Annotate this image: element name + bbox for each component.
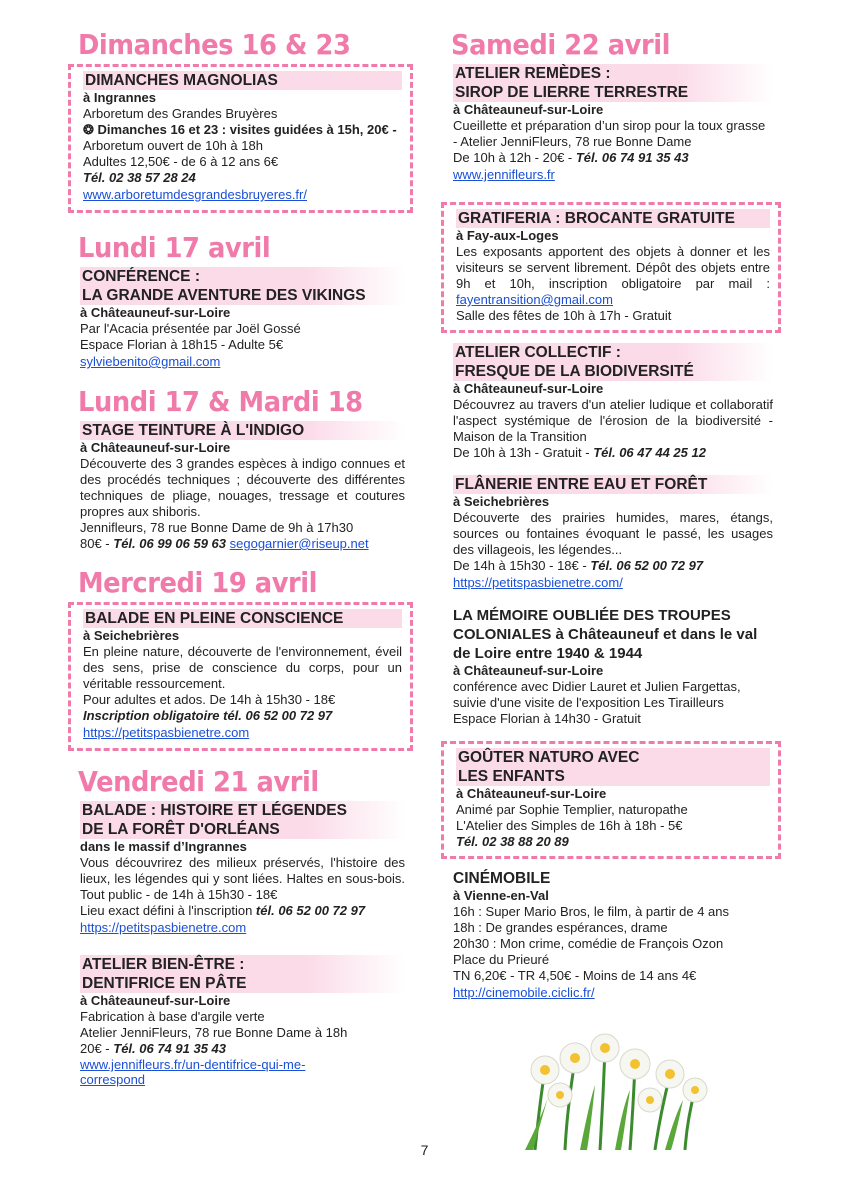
event-balade-histoire [68, 801, 413, 943]
event-title: DIMANCHES MAGNOLIAS [83, 71, 402, 90]
event-text: Jennifleurs, 78 rue Bonne Dame de 9h à 17h30 [80, 520, 354, 535]
event-balade-conscience [68, 602, 413, 751]
event-place: à Châteauneuf-sur-Loire [453, 102, 604, 117]
event-link[interactable]: https://petitspasbienetre.com [80, 920, 247, 935]
event-title: LES ENFANTS [456, 767, 770, 786]
event-text: Fabrication à base d'argile verte [80, 1009, 265, 1024]
event-price: 20€ - [80, 1041, 114, 1056]
event-conference-vikings [68, 267, 413, 377]
event-price: 80€ - [80, 536, 114, 551]
event-description: conférence avec Didier Lauret et Julien Fargettas, suivie d'une visite de l'exposition Les Tirailleurs [453, 679, 741, 710]
event-title: GOÛTER NATURO AVEC [456, 748, 770, 767]
event-place: à Châteauneuf-sur-Loire [453, 381, 604, 396]
day-heading: Lundi 17 avril [78, 231, 271, 264]
event-text: Pour adultes et ados. De 14h à 15h30 - 18€ [83, 692, 336, 707]
event-phone: Tél. 06 74 91 35 43 [113, 1041, 227, 1056]
event-flanerie [441, 475, 781, 598]
event-phone: Tél. 06 74 91 35 43 [575, 150, 689, 165]
event-title: GRATIFERIA : BROCANTE GRATUITE [456, 209, 770, 228]
event-text: 18h : De grandes espérances, drame [453, 920, 668, 935]
event-phone: Tél. 06 52 00 72 97 [590, 558, 704, 573]
event-link[interactable]: http://cinemobile.ciclic.fr/ [453, 985, 595, 1000]
event-place: à Seichebrières [83, 628, 180, 643]
event-stage-indigo [68, 421, 413, 558]
event-title: CINÉMOBILE [453, 870, 551, 887]
event-title: FRESQUE DE LA BIODIVERSITÉ [453, 362, 773, 381]
event-text: L'Atelier des Simples de 16h à 18h - 5€ [456, 818, 683, 833]
day-heading: Mercredi 19 avril [78, 566, 318, 599]
event-place: dans le massif d’Ingrannes [80, 839, 247, 854]
event-title: STAGE TEINTURE À L'INDIGO [80, 421, 405, 440]
event-text: De 14h à 15h30 - 18€ - [453, 558, 591, 573]
event-link[interactable]: https://petitspasbienetre.com [83, 725, 250, 740]
event-title: ATELIER BIEN-ÊTRE : [80, 955, 405, 974]
right-column [441, 28, 781, 1016]
event-text: Lieu exact défini à l'inscription [80, 903, 256, 918]
event-title: ATELIER REMÈDES : [453, 64, 773, 83]
event-title: LA MÉMOIRE OUBLIÉE DES TROUPES COLONIALES à Châteauneuf et dans le val de Loire entre 1940 & 1944 [453, 607, 758, 662]
event-place: à Seichebrières [453, 494, 550, 509]
event-fresque-biodiversite [441, 343, 781, 467]
event-email-link[interactable]: fayentransition@gmail.com [456, 292, 613, 307]
event-text: TN 6,20€ - TR 4,50€ - Moins de 14 ans 4€ [453, 968, 697, 983]
event-title: FLÂNERIE ENTRE EAU ET FORÊT [453, 475, 773, 494]
event-description: Découverte des 3 grandes espèces à indigo connues et des procédés techniques ; découverte des différentes techniques de pliage, nouages, tressage et coutures propres aux shiboris. [80, 456, 405, 519]
event-gratiferia [441, 202, 781, 333]
event-title: BALADE : HISTOIRE ET LÉGENDES [80, 801, 405, 820]
page-number: 7 [420, 1142, 429, 1158]
event-text: 16h : Super Mario Bros, le film, à partir de 4 ans [453, 904, 730, 919]
event-place: à Fay-aux-Loges [456, 228, 559, 243]
event-description: En pleine nature, découverte de l'environnement, éveil des sens, prise de conscience du corps, pour un véritable ressourcement. [83, 644, 402, 691]
event-description: Cueillette et préparation d’un sirop pour la toux grasse - Atelier JenniFleurs, 78 rue Bonne Dame [453, 118, 766, 149]
event-text: 20h30 : Mon crime, comédie de François Ozon [453, 936, 724, 951]
event-link[interactable]: www.jennifleurs.fr [453, 167, 555, 182]
event-text: De 10h à 12h - 20€ - [453, 150, 576, 165]
event-phone: Tél. 02 38 57 28 24 [83, 170, 196, 185]
event-description: Découverte des prairies humides, mares, étangs, sources ou fontaines évoquant le passé, les usages des villageois, les légendes... [453, 510, 773, 557]
event-place: à Vienne-en-Val [453, 888, 549, 903]
event-place: à Châteauneuf-sur-Loire [80, 305, 231, 320]
event-phone: Tél. 06 47 44 25 12 [593, 445, 706, 460]
event-sirop-lierre [441, 64, 781, 190]
event-text: Par l'Acacia présentée par Joël Gossé [80, 321, 301, 336]
left-column [68, 28, 413, 1101]
day-heading: Samedi 22 avril [451, 28, 670, 61]
event-memoire-troupes [441, 606, 781, 733]
event-description: Découvrez au travers d'un atelier ludique et collaboratif l'aspect systémique de l'érosion de la biodiversité - Maison de la Transition [453, 397, 773, 444]
day-heading: Dimanches 16 & 23 [78, 28, 351, 61]
event-title: LA GRANDE AVENTURE DES VIKINGS [80, 286, 405, 305]
event-text: Animé par Sophie Templier, naturopathe [456, 802, 688, 817]
event-title: DENTIFRICE EN PÂTE [80, 974, 405, 993]
event-phone: Inscription obligatoire tél. 06 52 00 72 97 [83, 708, 333, 723]
event-email-link[interactable]: sylviebenito@gmail.com [80, 354, 221, 369]
event-phone: Tél. 02 38 88 20 89 [456, 834, 569, 849]
event-text-bold: ❂ Dimanches 16 et 23 : visites guidées à 15h, 20€ - [83, 122, 397, 137]
day-heading: Lundi 17 & Mardi 18 [78, 385, 363, 418]
event-place: à Ingrannes [83, 90, 156, 105]
event-place: à Châteauneuf-sur-Loire [453, 663, 604, 678]
event-text: Place du Prieuré [453, 952, 550, 967]
event-title: BALADE EN PLEINE CONSCIENCE [83, 609, 402, 628]
event-phone: Tél. 06 99 06 59 63 [113, 536, 227, 551]
event-text: Espace Florian à 14h30 - Gratuit [453, 711, 641, 726]
event-dimanches-magnolias [68, 64, 413, 213]
event-link[interactable] [80, 1057, 405, 1087]
event-cinemobile [441, 869, 781, 1008]
event-text: Atelier JenniFleurs, 78 rue Bonne Dame à 18h [80, 1025, 348, 1040]
event-description: Vous découvrirez des milieux préservés, l'histoire des lieux, les légendes qui y sont liées. Haltes en sous-bois. Tout public - de 14h à 15h30 - 18€ [80, 855, 405, 902]
event-gouter-naturo [441, 741, 781, 859]
event-text: Arboretum des Grandes Bruyères [83, 106, 278, 121]
event-link-part[interactable]: correspond [80, 1072, 146, 1087]
event-text: Espace Florian à 18h15 - Adulte 5€ [80, 337, 284, 352]
event-link[interactable]: www.arboretumdesgrandesbruyeres.fr/ [83, 187, 307, 202]
event-email-link[interactable]: segogarnier@riseup.net [229, 536, 369, 551]
event-phone: tél. 06 52 00 72 97 [255, 903, 366, 918]
day-heading: Vendredi 21 avril [78, 765, 319, 798]
event-text: Arboretum ouvert de 10h à 18h [83, 138, 263, 153]
daffodils-illustration [505, 1030, 715, 1150]
event-text: Salle des fêtes de 10h à 17h - Gratuit [456, 308, 672, 323]
event-place: à Châteauneuf-sur-Loire [456, 786, 607, 801]
event-text: Adultes 12,50€ - de 6 à 12 ans 6€ [83, 154, 279, 169]
event-title: ATELIER COLLECTIF : [453, 343, 773, 362]
event-place: à Châteauneuf-sur-Loire [80, 440, 231, 455]
event-place: à Châteauneuf-sur-Loire [80, 993, 231, 1008]
event-description: Les exposants apportent des objets à donner et les visiteurs se servent librement. Dépôt des objets entre 9h et 10h, inscription obligatoire par mail : [456, 244, 770, 291]
event-title: CONFÉRENCE : [80, 267, 405, 286]
event-title: SIROP DE LIERRE TERRESTRE [453, 83, 773, 102]
event-link[interactable]: https://petitspasbienetre.com/ [453, 575, 623, 590]
event-link-part[interactable]: www.jennifleurs.fr/un-dentifrice-qui-me- [80, 1057, 306, 1072]
event-title: DE LA FORÊT D'ORLÉANS [80, 820, 405, 839]
event-atelier-dentifrice [68, 955, 413, 1093]
event-text: De 10h à 13h - Gratuit - [453, 445, 594, 460]
